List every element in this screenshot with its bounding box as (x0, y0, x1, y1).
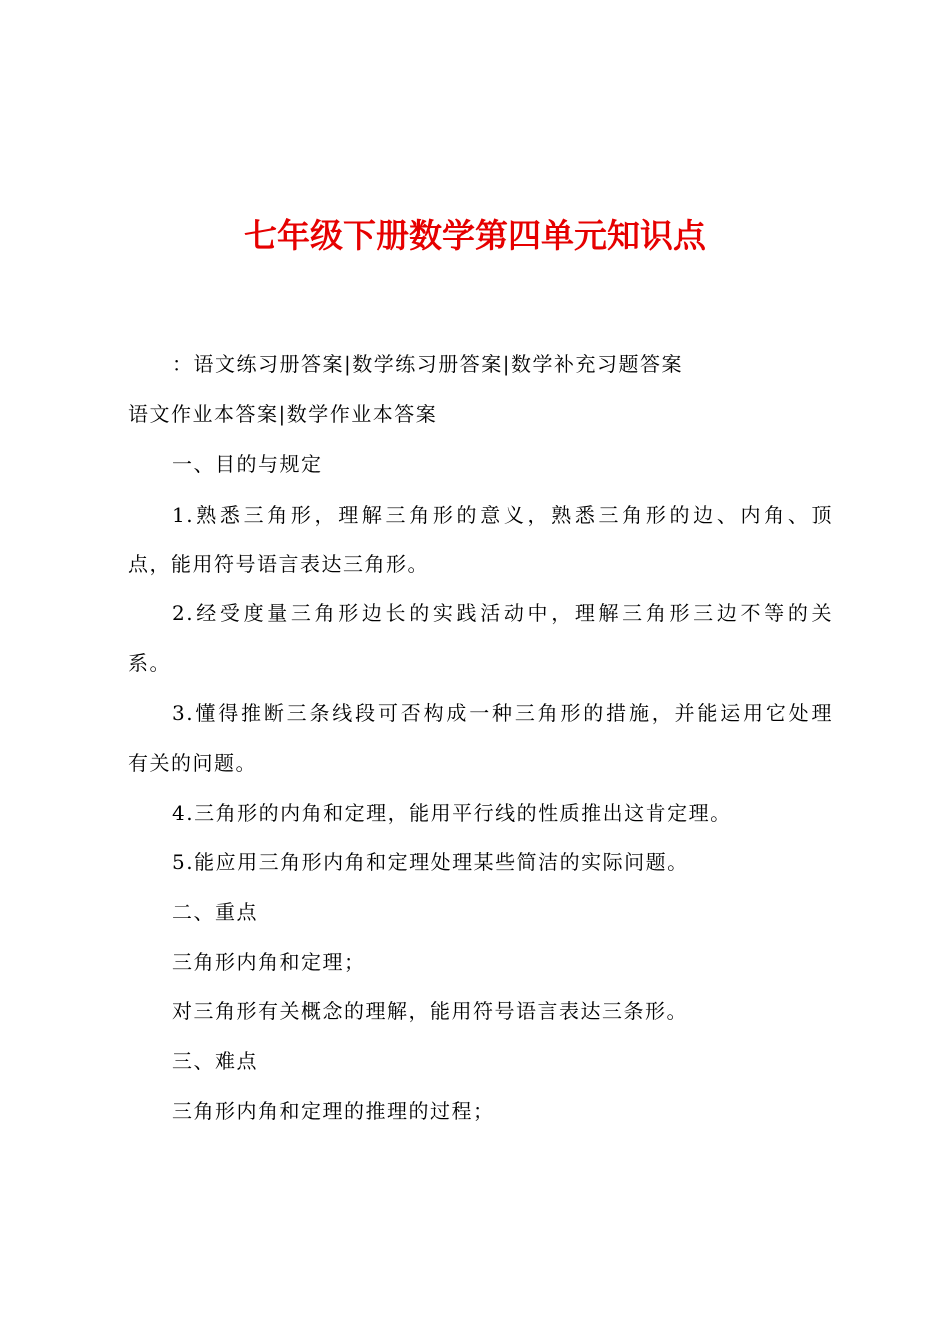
resource-links-line-2: 语文作业本答案|数学作业本答案 (128, 402, 438, 426)
difficult-point-1: 三角形内角和定理的推理的过程； (172, 1099, 495, 1123)
document-title: 七年级下册数学第四单元知识点 (244, 216, 706, 255)
section-heading-objectives: 一、目的与规定 (172, 452, 323, 476)
objective-item-5: 5.能应用三角形内角和定理处理某些简洁的实际问题。 (172, 850, 689, 874)
objective-item-2-line-1: 2.经受度量三角形边长的实践活动中，理解三角形三边不等的关 (172, 601, 833, 625)
key-point-2: 对三角形有关概念的理解，能用符号语言表达三条形。 (172, 999, 688, 1023)
resource-links-line-1: ：语文练习册答案|数学练习册答案|数学补充习题答案 (172, 352, 683, 376)
key-point-1: 三角形内角和定理； (172, 950, 366, 974)
objective-item-1-line-1: 1.熟悉三角形，理解三角形的意义，熟悉三角形的边、内角、顶 (172, 503, 833, 527)
section-heading-difficulties: 三、难点 (172, 1049, 258, 1073)
objective-item-2-line-2: 系。 (128, 651, 171, 675)
objective-item-4: 4.三角形的内角和定理，能用平行线的性质推出这肯定理。 (172, 801, 732, 825)
section-heading-key-points: 二、重点 (172, 900, 258, 924)
objective-item-3-line-2: 有关的问题。 (128, 751, 257, 775)
objective-item-1-line-2: 点，能用符号语言表达三角形。 (128, 552, 429, 576)
objective-item-3-line-1: 3.懂得推断三条线段可否构成一种三角形的措施，并能运用它处理 (172, 701, 833, 725)
